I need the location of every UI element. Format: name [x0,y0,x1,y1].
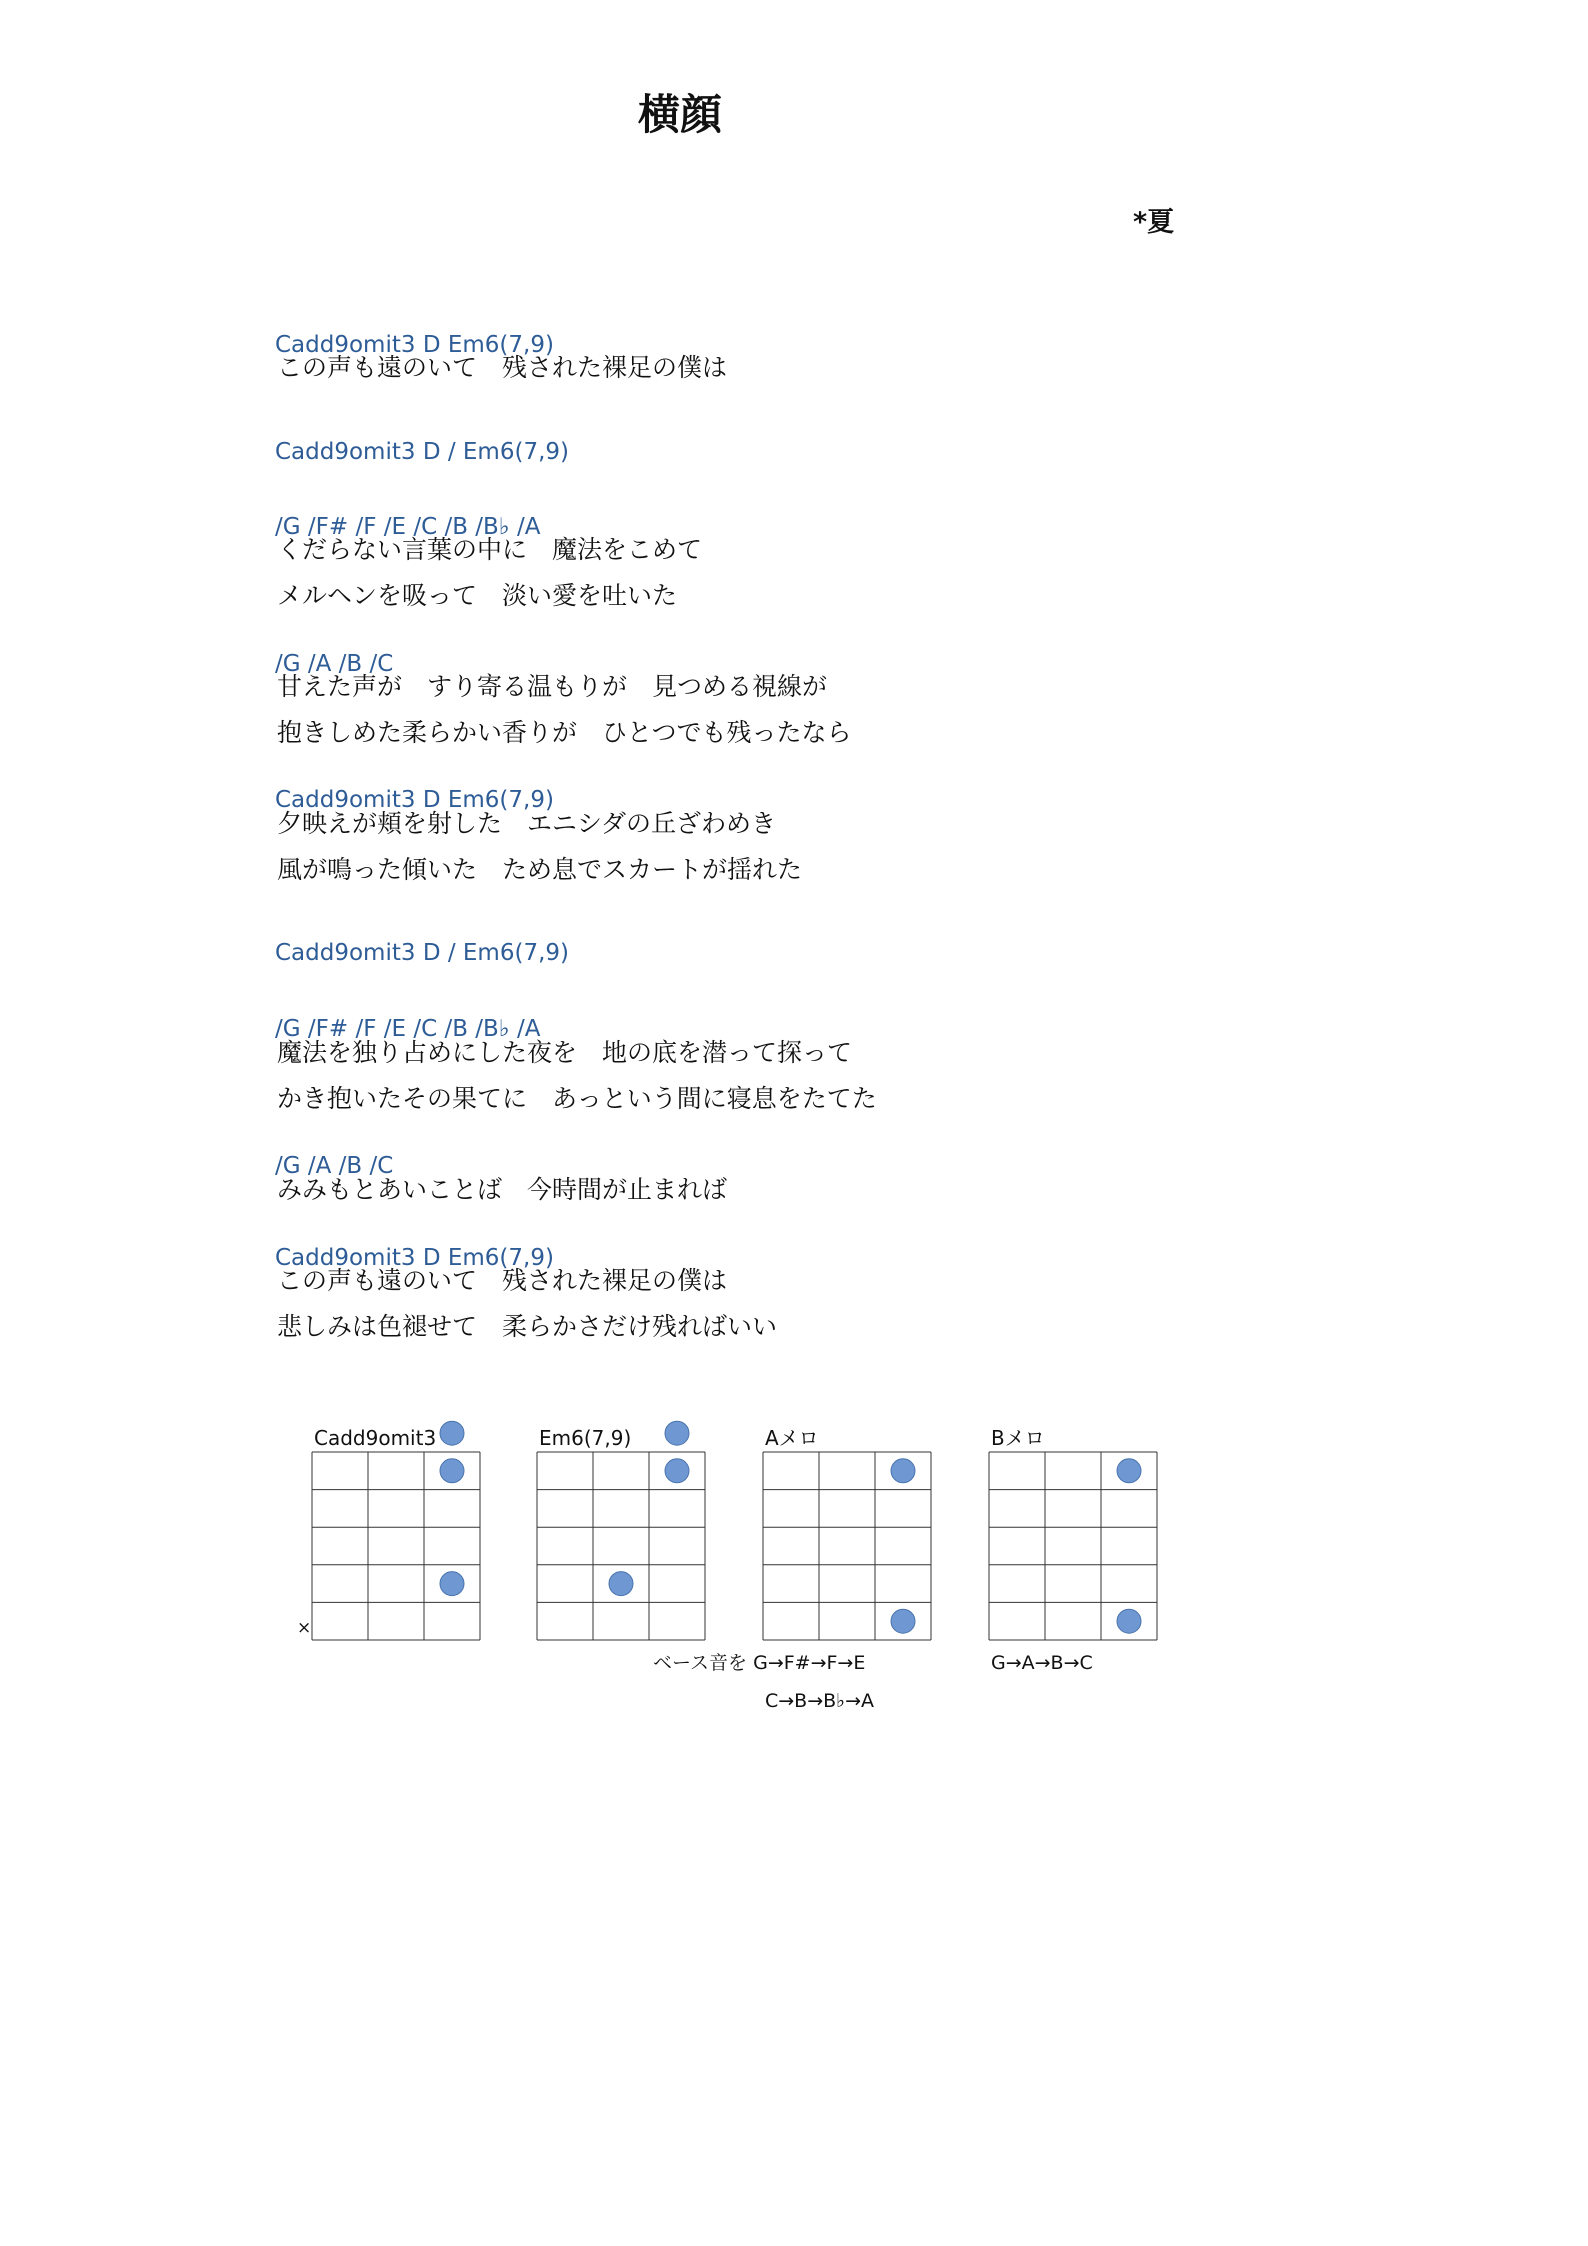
finger-dot [440,1572,464,1596]
lyric-line: メルヘンを吸って 淡い愛を吐いた [277,581,678,610]
bass-note-text: G→A→B→C [991,1652,1093,1674]
lyric-line: かき抱いたその果てに あっという間に寝息をたてた [277,1084,877,1113]
lyric-line: 甘えた声が すり寄る温もりが 見つめる視線が [277,672,828,701]
chord-line: Cadd9omit3 D / Em6(7,9) [275,940,569,966]
finger-dot [609,1572,633,1596]
lyric-line: この声も遠のいて 残された裸足の僕は [277,353,728,382]
chord-line: /G /F# /F /E /C /B /B♭ /A [275,514,541,540]
chord-diagram [312,1421,480,1640]
chord-line: Cadd9omit3 D / Em6(7,9) [275,439,569,465]
finger-dot [665,1459,689,1483]
bass-note-text: C→B→B♭→A [765,1690,875,1712]
chord-line: /G /A /B /C [275,651,394,677]
author: *夏 [1133,207,1175,238]
finger-dot [1117,1459,1141,1483]
diagram-label: Em6(7,9) [539,1426,632,1450]
finger-dot [440,1459,464,1483]
finger-dot [891,1459,915,1483]
diagram-label: Cadd9omit3 [314,1426,437,1450]
song-title: 横顔 [637,90,722,139]
finger-dot [440,1421,464,1445]
chord-diagram [989,1452,1157,1640]
chord-line: Cadd9omit3 D Em6(7,9) [275,332,554,358]
lyric-line: 抱きしめた柔らかい香りが ひとつでも残ったなら [277,718,852,747]
diagram-label: Aメロ [765,1426,819,1450]
lyric-line: この声も遠のいて 残された裸足の僕は [277,1266,728,1295]
bass-note-text: ベース音を G→F#→F→E [653,1652,866,1674]
mute-mark: × [297,1618,312,1638]
chord-line: Cadd9omit3 D Em6(7,9) [275,787,554,813]
lyric-line: くだらない言葉の中に 魔法をこめて [277,535,703,564]
finger-dot [665,1421,689,1445]
chord-diagram [537,1421,705,1640]
chord-line: Cadd9omit3 D Em6(7,9) [275,1245,554,1271]
lyric-line: 魔法を独り占めにした夜を 地の底を潜って探って [277,1038,853,1067]
chord-line: /G /F# /F /E /C /B /B♭ /A [275,1016,541,1042]
lyric-line: 夕映えが頬を射した エニシダの丘ざわめき [277,809,777,838]
lyric-line: みみもとあいことば 今時間が止まれば [277,1175,728,1204]
diagram-label: Bメロ [991,1426,1045,1450]
chord-line: /G /A /B /C [275,1153,394,1179]
chord-diagram [763,1452,931,1640]
lyric-line: 風が鳴った傾いた ため息でスカートが揺れた [277,855,803,884]
finger-dot [891,1609,915,1633]
finger-dot [1117,1609,1141,1633]
lyric-line: 悲しみは色褪せて 柔らかさだけ残ればいい [277,1312,778,1341]
